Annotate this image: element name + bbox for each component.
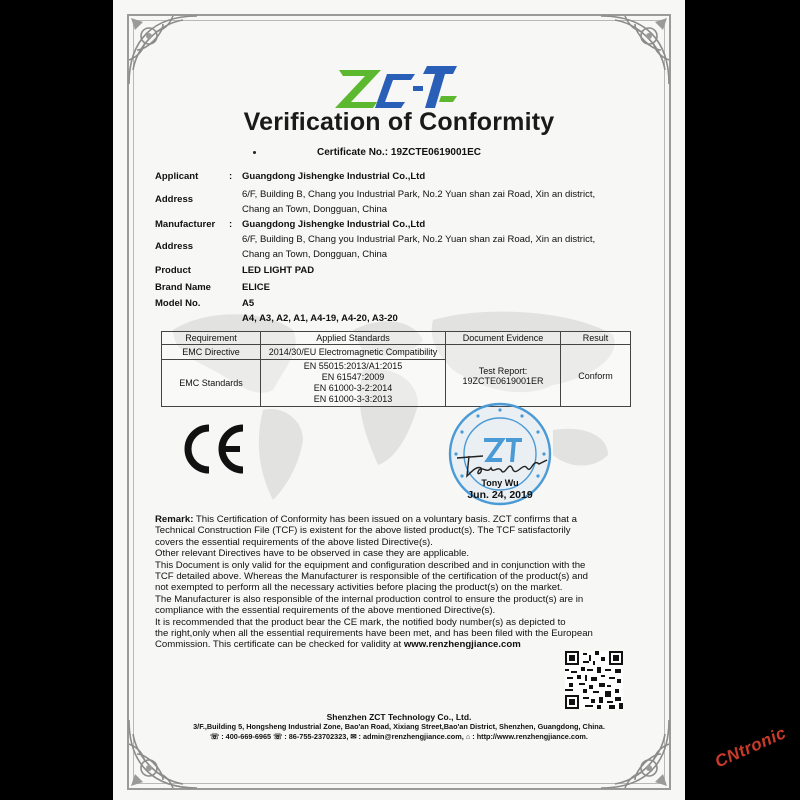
model-value [242, 296, 398, 326]
signature-date: Jun. 24, 2019 [467, 489, 533, 501]
brand-label: Brand Name [155, 282, 211, 293]
standard-cell: 2014/30/EU Electromagnetic Compatibility [261, 345, 446, 360]
remark-line: compliance with the essential requirements of the above mentioned Directive(s). [155, 605, 496, 617]
model-label: Model No. [155, 298, 201, 309]
certificate-sheet [113, 0, 685, 800]
remark-line: not exempted to perform all the necessary activities before placing the product(s) on the market. [155, 582, 563, 594]
corner-ornament-icon [595, 10, 675, 90]
standard-item: EN 61547:2009 [321, 372, 385, 382]
address-line-2: Chang an Town, Dongguan, China [242, 204, 388, 215]
footer-contacts: ☏ : 400-669-6965 ☏ : 86-755-23702323, ✉ : admin@renzhengjiance.com, ⌂ : http://www.renzhengjiance.com. [210, 732, 588, 741]
remark-label: Remark: [155, 514, 194, 525]
product-label: Product [155, 265, 191, 276]
result-cell: Conform [561, 345, 631, 407]
requirement-cell: EMC Standards [162, 360, 261, 407]
applicant-address-value [242, 187, 595, 217]
manufacturer-address-value [242, 232, 595, 262]
remark-line: covers the essential requirements of the above listed Directive(s). [155, 536, 433, 548]
applicant-address-label: Address [155, 194, 194, 205]
table-row [162, 345, 631, 360]
model-line-1: A5 [242, 298, 255, 309]
table-header-row [162, 332, 631, 345]
model-line-2: A4, A3, A2, A1, A4-19, A4-20, A3-20 [242, 313, 398, 324]
standards-table [161, 331, 631, 407]
header-result: Result [561, 332, 631, 345]
applicant-label: Applicant [155, 171, 199, 182]
remark-line: Remark: This Certification of Conformity has been issued on a voluntary basis. ZCT confirms that a [155, 514, 577, 525]
evidence-value: 19ZCTE0619001ER [462, 375, 544, 386]
certificate-number [113, 147, 685, 158]
remark-line: This Document is only valid for the equipment and configuration described and in conjunction with the [155, 559, 586, 571]
signer-name: Tony Wu [481, 478, 519, 488]
remark-line: TCF detailed above. Whereas the Manufacturer is responsible of the certification of the product(s) and [155, 571, 589, 583]
remark-line: The Manufacturer is also responsible of the internal production control to ensure the product(s) are in [155, 593, 584, 605]
header-requirement: Requirement [162, 332, 261, 345]
remark-line: Other relevant Directives have to be observed in case they are applicable. [155, 548, 470, 560]
cntronic-watermark: CNtronic [712, 723, 789, 772]
manufacturer-label: Manufacturer [155, 219, 216, 230]
certificate-title: Verification of Conformity [243, 108, 555, 136]
remark-line: the right,only when all the essential requirements have been met, and has been filed with the European [155, 628, 593, 640]
applicant-value: Guangdong Jishengke Industrial Co.,Ltd [242, 171, 426, 182]
footer-company-name: Shenzhen ZCT Technology Co., Ltd. [326, 712, 472, 722]
certificate-number-value: 19ZCTE0619001EC [390, 147, 481, 158]
address-line-1: 6/F, Building B, Chang you Industrial Park, No.2 Yuan shan zai Road, Xin an district, [242, 234, 596, 245]
standards-list-cell [261, 360, 446, 407]
handwritten-signature-icon [453, 448, 553, 482]
requirement-cell: EMC Directive [162, 345, 261, 360]
certificate-number-label: Certificate No.: [317, 147, 389, 158]
standard-item: EN 55015:2013/A1:2015 [303, 361, 403, 371]
address-line-1: 6/F, Building B, Chang you Industrial Park, No.2 Yuan shan zai Road, Xin an district, [242, 189, 596, 200]
remark-line: Commission. This certificate can be checked for validity at www.renzhengjiance.com [155, 639, 521, 651]
verification-website-link[interactable]: www.renzhengjiance.com [403, 639, 521, 651]
product-value: LED LIGHT PAD [242, 265, 315, 276]
header-applied-standards: Applied Standards [261, 332, 446, 345]
standard-item: EN 61000-3-3:2013 [313, 394, 393, 404]
qr-code-icon[interactable] [565, 651, 623, 709]
colon: : [229, 219, 233, 230]
manufacturer-address-label: Address [155, 241, 194, 252]
ce-mark-icon [179, 422, 251, 476]
colon: : [229, 171, 233, 182]
evidence-label: Test Report: [478, 365, 528, 376]
corner-ornament-icon [123, 10, 203, 90]
remark-paragraph [155, 514, 645, 651]
header-document-evidence: Document Evidence [446, 332, 561, 345]
evidence-cell [446, 345, 561, 407]
remark-line: It is recommended that the product bear the CE mark, the notified body number(s) as depicted to [155, 616, 566, 628]
address-line-2: Chang an Town, Dongguan, China [242, 249, 388, 260]
manufacturer-value: Guangdong Jishengke Industrial Co.,Ltd [242, 219, 426, 230]
remark-line: Technical Construction File (TCF) is existent for the above listed product(s). The TCF satisfactorily [155, 525, 571, 537]
standard-item: EN 61000-3-2:2014 [313, 383, 393, 393]
zct-logo-icon [335, 62, 461, 110]
brand-value: ELICE [242, 282, 270, 293]
footer-address: 3/F.,Building 5, Hongsheng Industrial Zone, Bao'an Road, Xixiang Street,Bao'an District, Shenzhen, Guangdong, China. [193, 722, 605, 731]
